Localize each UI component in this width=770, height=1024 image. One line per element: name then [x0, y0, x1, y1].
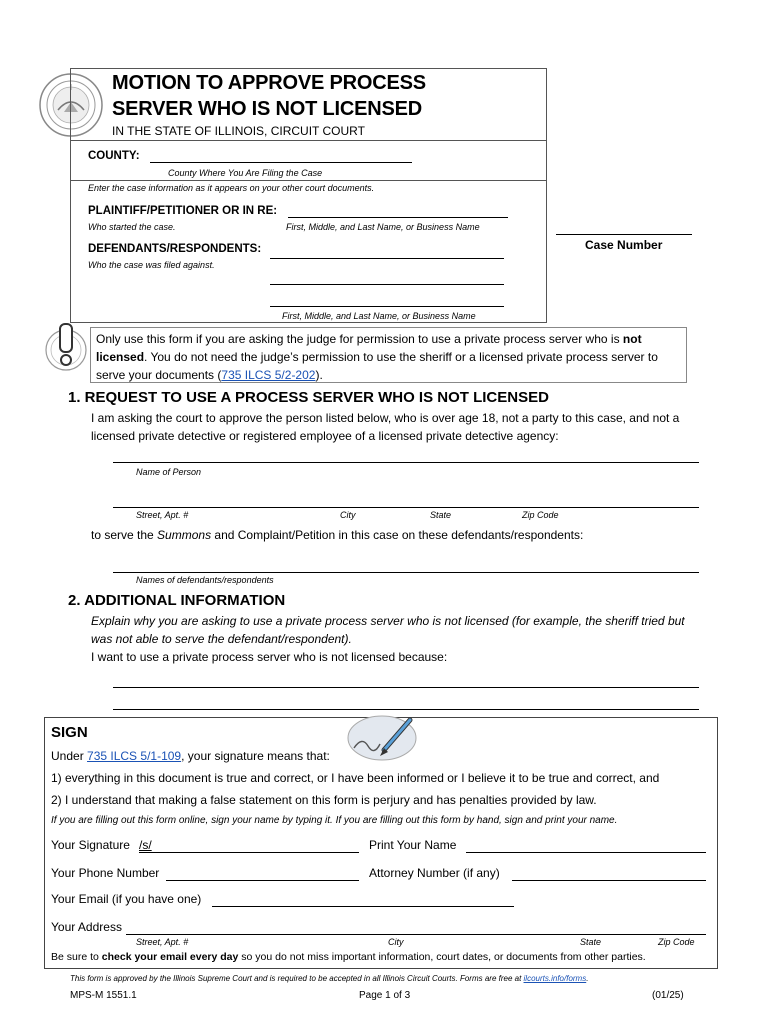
address-state-hint: State: [580, 937, 602, 947]
form-id: MPS-M 1551.1: [70, 990, 137, 1001]
defendants-names-hint: Names of defendants/respondents: [136, 575, 274, 585]
phone-label: Your Phone Number: [51, 866, 160, 880]
explain-text: Explain why you are asking to use a private process server who is not licensed (for example, the sheriff tried but was not able to serve the defendant/respondent).: [91, 614, 685, 646]
court-name: IN THE STATE OF ILLINOIS, CIRCUIT COURT: [112, 124, 365, 138]
signature-label: Your Signature: [51, 838, 130, 852]
print-name-label: Print Your Name: [369, 838, 457, 852]
section-1-heading: 1. REQUEST TO USE A PROCESS SERVER WHO IS NOT LICENSED: [68, 389, 549, 406]
county-hint: County Where You Are Filing the Case: [168, 168, 323, 178]
address-field[interactable]: [126, 920, 706, 935]
approval-note: This form is approved by the Illinois Supreme Court and is required to be accepted in all Illinois Circuit Courts. Forms are free at ilcourts.info/forms.: [70, 974, 589, 983]
check-email-note: Be sure to check your email every day so you do not miss important information, court dates, or documents from other parties.: [51, 951, 646, 963]
county-field[interactable]: [150, 150, 412, 163]
divider: [70, 140, 547, 141]
sign-instructions: If you are filling out this form online, sign your name by typing it. If you are filling out this form by hand, sign and print your name.: [51, 815, 618, 826]
person-name-hint: Name of Person: [136, 467, 202, 477]
divider: [70, 180, 547, 181]
plaintiff-field[interactable]: [288, 205, 508, 218]
phone-field[interactable]: [166, 866, 359, 881]
city-hint: City: [340, 510, 356, 520]
defendants-names-field[interactable]: [113, 560, 699, 573]
person-name-field[interactable]: [113, 450, 699, 463]
defendant-hint: Who the case was filed against.: [88, 260, 215, 270]
email-field[interactable]: [212, 892, 514, 907]
defendant-name-hint: First, Middle, and Last Name, or Business Name: [282, 311, 476, 321]
print-name-field[interactable]: [466, 838, 706, 853]
warning-icon: [44, 322, 88, 372]
person-address-field[interactable]: [113, 495, 699, 508]
defendant-label: DEFENDANTS/RESPONDENTS:: [88, 243, 262, 255]
page-title: MOTION TO APPROVE PROCESS SERVER WHO IS NOT LICENSED: [112, 72, 426, 120]
plaintiff-hint: Who started the case.: [88, 222, 176, 232]
because-text: I want to use a private process server who is not licensed because:: [91, 650, 448, 664]
sign-heading: SIGN: [51, 724, 88, 741]
plaintiff-label: PLAINTIFF/PETITIONER OR IN RE:: [88, 205, 278, 217]
defendant-field-1[interactable]: [270, 246, 504, 259]
sign-item-2: 2) I understand that making a false statement on this form is perjury and has penalties provided by law.: [51, 793, 597, 807]
address-zip-hint: Zip Code: [658, 937, 695, 947]
notice-text: Only use this form if you are asking the judge for permission to use a private process server who is not licensed. You do not need the judge’s permission to use the sheriff or a licensed private process server to serve your documents (735 ILCS 5/2-202).: [96, 332, 658, 382]
case-number-field[interactable]: [556, 222, 692, 235]
section-2-heading: 2. ADDITIONAL INFORMATION: [68, 592, 286, 609]
defendant-field-3[interactable]: [270, 294, 504, 307]
zip-hint: Zip Code: [522, 510, 559, 520]
under-text: Under 735 ILCS 5/1-109, your signature means that:: [51, 749, 330, 763]
attorney-label: Attorney Number (if any): [369, 866, 500, 880]
page-number: Page 1 of 3: [359, 990, 411, 1001]
county-label: COUNTY:: [88, 150, 140, 162]
attorney-field[interactable]: [512, 866, 706, 881]
serve-text: to serve the Summons and Complaint/Petition in this case on these defendants/respondents:: [91, 528, 584, 542]
defendant-field-2[interactable]: [270, 272, 504, 285]
street-hint: Street, Apt. #: [136, 510, 189, 520]
address-city-hint: City: [388, 937, 404, 947]
case-number-label: Case Number: [585, 238, 663, 252]
address-label: Your Address: [51, 920, 122, 934]
sign-item-1: 1) everything in this document is true and correct, or I have been informed or I believe it to be true and correct, and: [51, 771, 660, 785]
section-1-body: I am asking the court to approve the person listed below, who is over age 18, not a party to this case, and not a licensed private detective or registered employee of a licensed private detective agency:: [91, 411, 680, 443]
statute-link-sign[interactable]: 735 ILCS 5/1-109: [87, 749, 182, 763]
state-hint: State: [430, 510, 452, 520]
plaintiff-name-hint: First, Middle, and Last Name, or Business Name: [286, 222, 480, 232]
case-info-hint: Enter the case information as it appears on your other court documents.: [88, 183, 375, 193]
form-date: (01/25): [652, 990, 684, 1001]
reason-field-1[interactable]: [113, 675, 699, 688]
statute-link[interactable]: 735 ILCS 5/2-202: [221, 368, 316, 382]
address-street-hint: Street, Apt. #: [136, 937, 189, 947]
pen-icon: [344, 708, 424, 764]
forms-link[interactable]: ilcourts.info/forms: [523, 974, 587, 983]
signature-field[interactable]: /s/: [139, 838, 359, 853]
email-label: Your Email (if you have one): [51, 892, 202, 906]
